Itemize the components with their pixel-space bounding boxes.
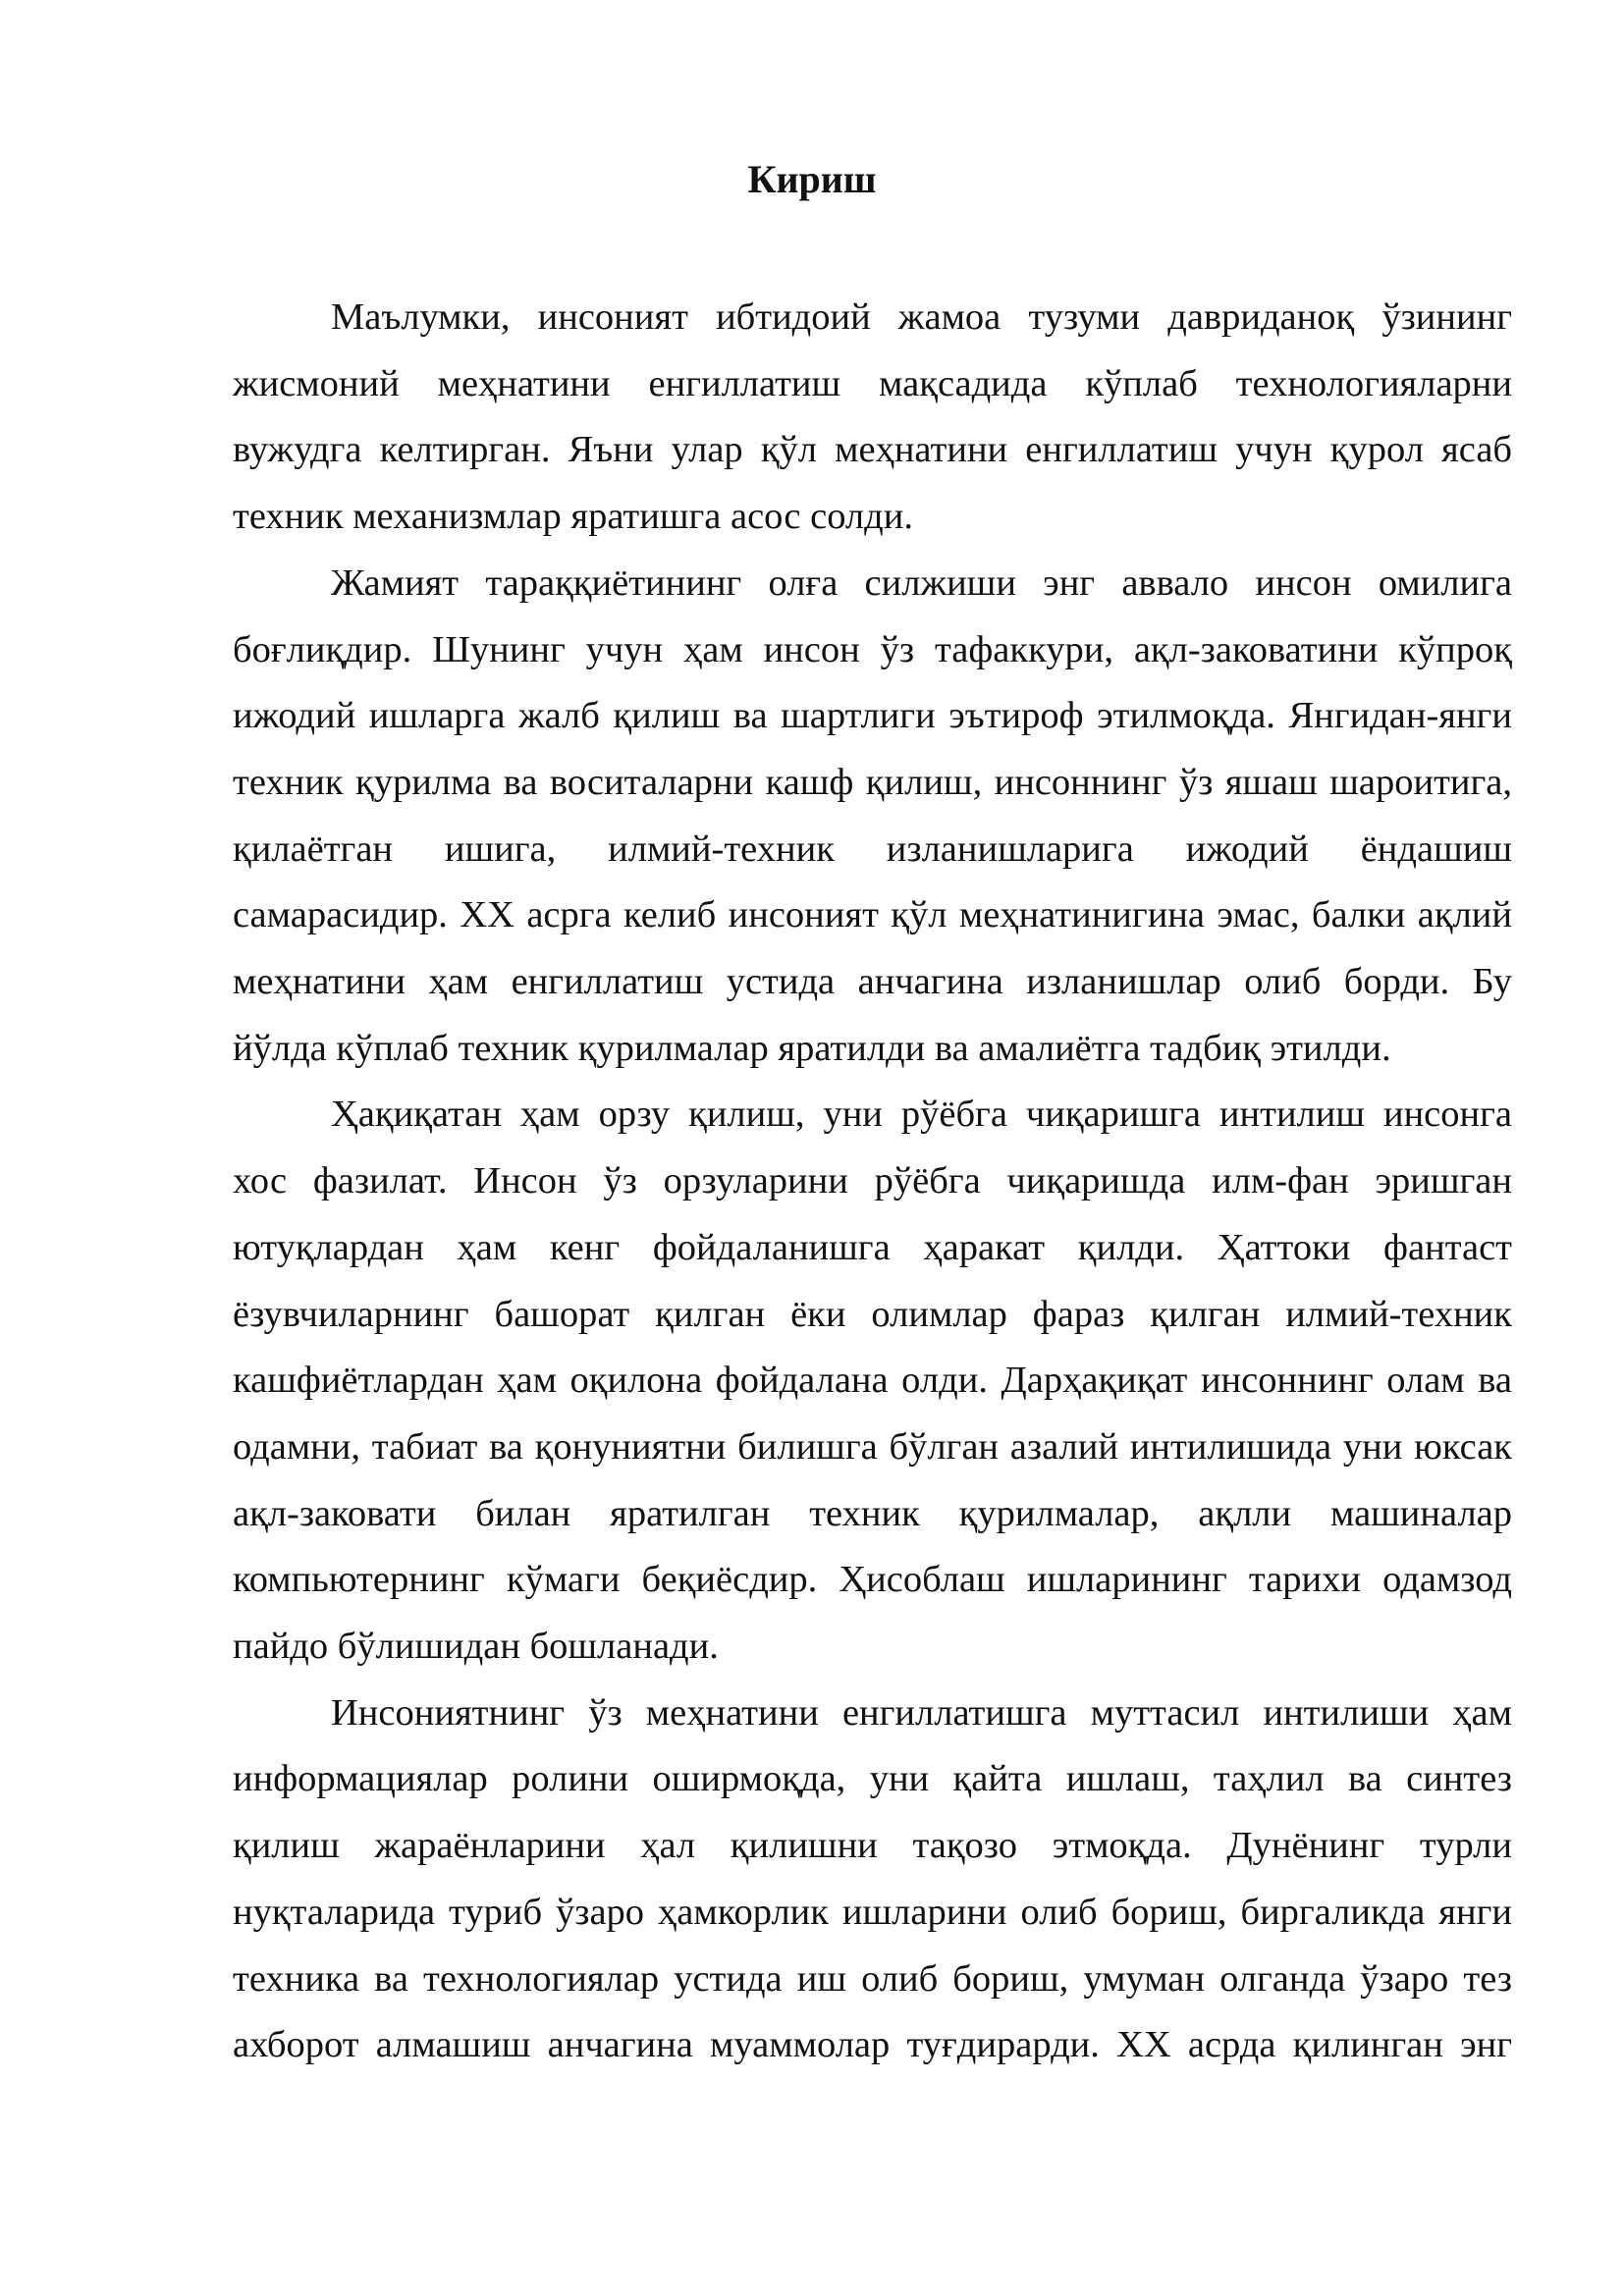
text-line: боғлиқдир. Шунинг учун ҳам инсон ўз тафаккури, ақл-заковатини кўпроқ [233, 628, 1512, 670]
text-line: нуқталарида туриб ўзаро ҳамкорлик ишларини олиб бориш, биргаликда янги [233, 1891, 1512, 1933]
text-line: йўлда кўплаб техник қурилмалар яратилди ва амалиётга тадбиқ этилди. [233, 1027, 1391, 1069]
text-line: техника ва технологиялар устида иш олиб бориш, умуман олганда ўзаро тез [233, 1957, 1512, 2000]
text-line: ақл-заковати билан яратилган техник қурилмалар, ақлли машиналар [233, 1492, 1512, 1534]
text-line: пайдо бўлишидан бошланади. [233, 1626, 719, 1668]
text-line: кашфиётлардан ҳам оқилона фойдалана олди. Дарҳақиқат инсоннинг олам ва [233, 1360, 1512, 1402]
text-line: меҳнатини ҳам енгиллатиш устида анчагина изланишлар олиб борди. Бу [233, 961, 1512, 1003]
text-line: Ҳақиқатан ҳам орзу қилиш, уни рўёбга чиқаришга интилиш инсонга [331, 1094, 1512, 1136]
paragraph [233, 1082, 1512, 1680]
text-line: хос фазилат. Инсон ўз орзуларини рўёбга чиқаришда илм-фан эришган [233, 1160, 1512, 1202]
text-line: Инсониятнинг ўз меҳнатини енгиллатишга муттасил интилиши ҳам [331, 1691, 1512, 1734]
paragraph [233, 285, 1512, 551]
text-line: компьютернинг кўмаги беқиёсдир. Ҳисоблаш ишларининг тарихи одамзод [233, 1559, 1512, 1601]
text-line: вужудга келтирган. Яъни улар қўл меҳнатини енгиллатиш учун қурол ясаб [233, 429, 1512, 471]
text-line: самарасидир. XX асрга келиб инсоният қўл меҳнатинигина эмас, балки ақлий [233, 894, 1512, 936]
paragraph [233, 551, 1512, 1083]
page-title: Кириш [747, 157, 877, 201]
text-line: Маълумки, инсоният ибтидоий жамоа тузуми давриданоқ ўзининг [331, 296, 1512, 338]
text-line: ижодий ишларга жалб қилиш ва шартлиги эътироф этилмоқда. Янгидан-янги [233, 695, 1512, 737]
text-line: ахборот алмашиш анчагина муаммолар туғдирарди. XX асрда қилинган энг [233, 2024, 1512, 2066]
text-line: информациялар ролини оширмоқда, уни қайта ишлаш, таҳлил ва синтез [233, 1758, 1512, 1800]
text-line: техник қурилма ва воситаларни кашф қилиш, инсоннинг ўз яшаш шароитига, [233, 761, 1512, 803]
text-line: қилиш жараёнларини ҳал қилишни тақозо этмоқда. Дунёнинг турли [233, 1825, 1512, 1867]
document-body [233, 285, 1512, 2079]
text-line: Жамият тараққиётининг олға силжиши энг аввало инсон омилига [331, 561, 1512, 604]
text-line: ютуқлардан ҳам кенг фойдаланишга ҳаракат қилди. Ҳаттоки фантаст [233, 1226, 1512, 1268]
text-line: одамни, табиат ва қонуниятни билишга бўлган азалий интилишида уни юксак [233, 1425, 1512, 1468]
text-line: техник механизмлар яратишга асос солди. [233, 496, 913, 538]
paragraph [233, 1681, 1512, 2079]
text-line: жисмоний меҳнатини енгиллатиш мақсадида кўплаб технологияларни [233, 362, 1512, 404]
text-line: қилаётган ишига, илмий-техник изланишларига ижодий ёндашиш [233, 828, 1512, 870]
text-line: ёзувчиларнинг башорат қилган ёки олимлар фараз қилган илмий-техник [233, 1293, 1512, 1335]
